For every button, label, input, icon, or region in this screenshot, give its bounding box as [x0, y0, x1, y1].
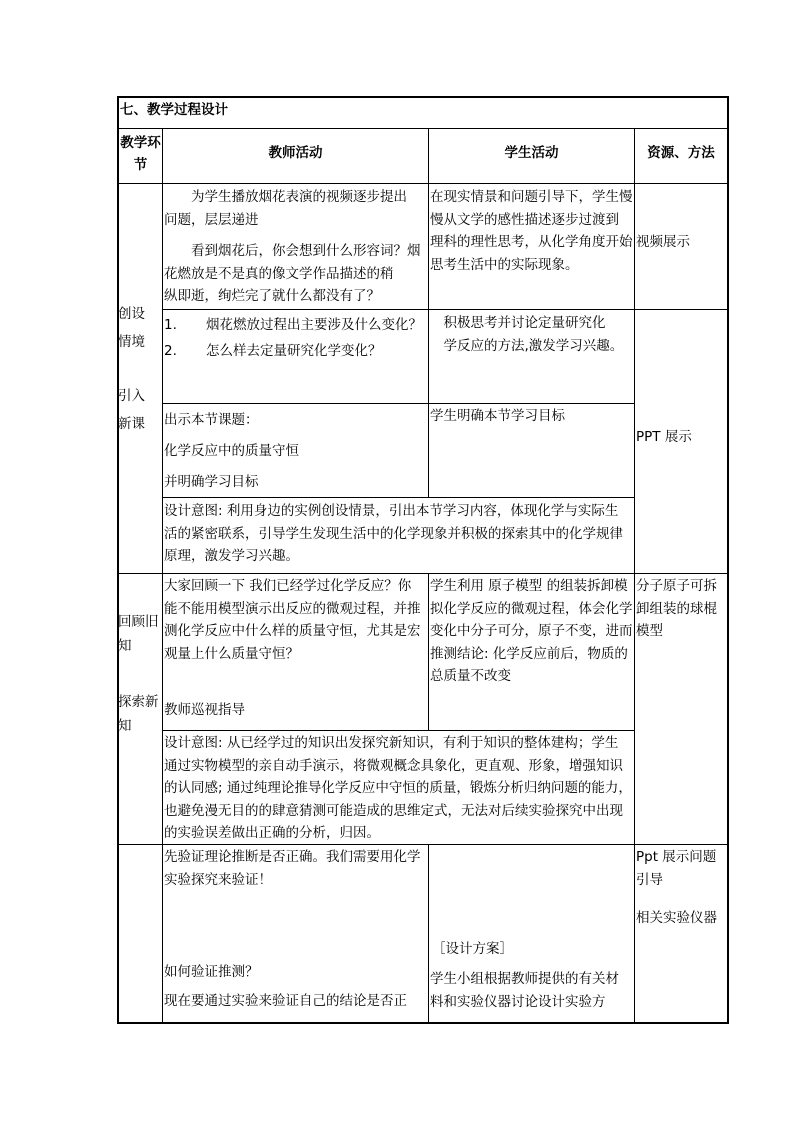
text-line: 总质量不改变 — [430, 668, 511, 684]
text-line: 料和实验仪器讨论设计实验方 — [430, 993, 606, 1010]
student-activity-think — [430, 186, 634, 276]
text-line: 相关实验仪器 — [636, 910, 717, 926]
student-activity-discuss — [430, 312, 634, 357]
student-design-title: ［设计方案］ — [432, 941, 513, 957]
teacher-activity-video — [164, 186, 428, 308]
text-line: 卸组装的球棍 — [636, 600, 717, 617]
stage-line: 情境 — [118, 334, 145, 350]
text-line: 如何验证推测？ — [164, 964, 259, 980]
design-intent-2 — [164, 732, 634, 845]
text-line: 能不能用模型演示出反应的微观过程，并推 — [164, 600, 421, 617]
text-line: 观量上什么质量守恒？ — [164, 645, 299, 662]
text-line: 原理，激发学习兴趣。 — [164, 548, 299, 564]
text-line: 推测结论: 化学反应前后，物质的 — [430, 645, 628, 662]
stage-review — [118, 610, 162, 658]
stage-line: 探索新 — [118, 694, 159, 710]
col-divider-1 — [162, 128, 163, 1024]
stage-line: 创设 — [118, 306, 145, 322]
stage-create-scenario — [118, 300, 162, 438]
col-divider-2 — [428, 183, 429, 498]
text-line: 在现实情景和问题引导下，学生慢 — [430, 189, 633, 205]
text-line: 学生利用 原子模型 的组装拆卸模 — [430, 578, 628, 594]
text-line: 拟化学反应的微观过程，体会化学 — [430, 600, 633, 617]
resource-video: 视频展示 — [636, 234, 690, 250]
teacher-review-question — [164, 575, 428, 665]
stage-explore — [118, 690, 162, 738]
text-line: 分子原子可拆 — [636, 578, 717, 594]
text-line: Ppt 展示问题 — [636, 849, 717, 865]
col-divider-3 — [634, 128, 635, 1024]
text-line: 引导 — [636, 871, 663, 888]
col-header-step-line1: 教学环 — [120, 135, 161, 151]
student-model-activity — [430, 575, 634, 688]
text-line: 积极思考并讨论定量研究化 — [430, 315, 606, 331]
stage-line: 知 — [118, 718, 132, 734]
col-header-step — [119, 132, 162, 176]
text-line: 设计意图: 利用身边的实例创设情景，引出本节学习内容，体现化学与实际生 — [164, 503, 619, 519]
student-goal: 学生明确本节学习目标 — [430, 408, 565, 424]
text-line: 的实验误差做出正确的分析，归因。 — [164, 825, 380, 841]
text-line: 学反应的方法,激发学习兴趣。 — [430, 337, 624, 354]
question-number: 2. — [164, 343, 177, 359]
col-divider-2 — [428, 573, 429, 731]
text-line: 慢从文学的感性描述逐步过渡到 — [430, 211, 619, 228]
text-line: 为学生播放烟花表演的视频逐步提出 — [164, 189, 407, 205]
text-line: 看到烟花后，你会想到什么形容词？烟 — [164, 243, 421, 259]
student-design-plan — [430, 968, 634, 1013]
text-line: 化学反应中的质量守恒 — [164, 443, 299, 459]
text-line: 的认同感; 通过纯理论推导化学反应中守恒的质量，锻炼分析归纳问题的能力， — [164, 780, 632, 796]
resource-ppt: PPT 展示 — [636, 429, 692, 445]
text-line: 模型 — [636, 623, 663, 639]
text-line: 变化中分子可分，原子不变，进而 — [430, 623, 633, 639]
text-line: 现在要通过实验来验证自己的结论是否正 — [164, 993, 407, 1009]
stage-line: 新课 — [118, 416, 145, 432]
text-line: 问题，层层递进 — [164, 211, 259, 228]
row-divider — [117, 573, 729, 574]
stage-line: 知 — [118, 638, 132, 654]
text-line: 活的紧密联系，引导学生发现生活中的化学现象并积极的探索其中的化学规律 — [164, 525, 623, 542]
resource-model — [636, 575, 728, 643]
text-line: 实验探究来验证！ — [164, 871, 272, 888]
col-divider-2 — [428, 844, 429, 1024]
teacher-verify — [164, 846, 428, 891]
teacher-verify-question — [164, 958, 428, 1016]
question-item — [164, 312, 428, 338]
question-item — [164, 338, 428, 364]
stage-line: 引入 — [118, 388, 145, 404]
design-intent-1 — [164, 500, 634, 568]
section-title: 七、教学过程设计 — [120, 102, 228, 118]
stage-line: 回顾旧 — [118, 614, 159, 630]
text-line: 出示本节课题： — [164, 412, 259, 428]
text-line: 测化学反应中什么样的质量守恒，尤其是宏 — [164, 623, 421, 639]
teacher-show-topic — [164, 405, 428, 498]
text-line: 也避免漫无目的的肆意猜测可能造成的思维定式，无法对后续实验探究中出现 — [164, 802, 623, 819]
question-text: 怎么样去定量研究化学变化？ — [206, 343, 382, 359]
text-line: 并明确学习目标 — [164, 474, 259, 490]
row-divider — [162, 730, 634, 731]
question-number: 1. — [164, 317, 177, 333]
col-header-student: 学生活动 — [504, 145, 559, 161]
table-border-header — [117, 128, 729, 129]
table-border-left — [117, 96, 119, 1024]
text-line: 先验证理论推断是否正确。我们需要用化学 — [164, 849, 421, 865]
teacher-questions — [164, 312, 428, 364]
text-line: 设计意图: 从已经学过的知识出发探究新知识，有利于知识的整体建构；学生 — [164, 735, 619, 751]
text-line: 学生小组根据教师提供的有关材 — [430, 971, 619, 987]
row-divider — [162, 309, 729, 310]
text-line: 花燃放是不是真的像文学作品描述的稍 — [164, 265, 394, 282]
col-header-teacher: 教师活动 — [268, 145, 323, 161]
text-line: 思考生活中的实际现象。 — [430, 256, 579, 273]
text-line: 纵即逝，绚烂完了就什么都没有了？ — [164, 288, 380, 304]
text-line: 通过实物模型的亲自动手演示，将微观概念具象化，更直观、形象，增强知识 — [164, 757, 623, 774]
table-border-bottom — [117, 1022, 729, 1024]
teacher-guide: 教师巡视指导 — [164, 702, 245, 718]
question-text: 烟花燃放过程出主要涉及什么变化？ — [206, 317, 422, 333]
col-header-resource: 资源、方法 — [647, 145, 715, 161]
table-border-colhead — [117, 183, 729, 184]
col-header-step-line2: 节 — [133, 157, 148, 173]
text-line: 大家回顾一下 我们已经学过化学反应？你 — [164, 578, 412, 594]
resource-experiment — [636, 846, 728, 930]
text-line: 理科的理性思考，从化学角度开始 — [430, 234, 633, 250]
